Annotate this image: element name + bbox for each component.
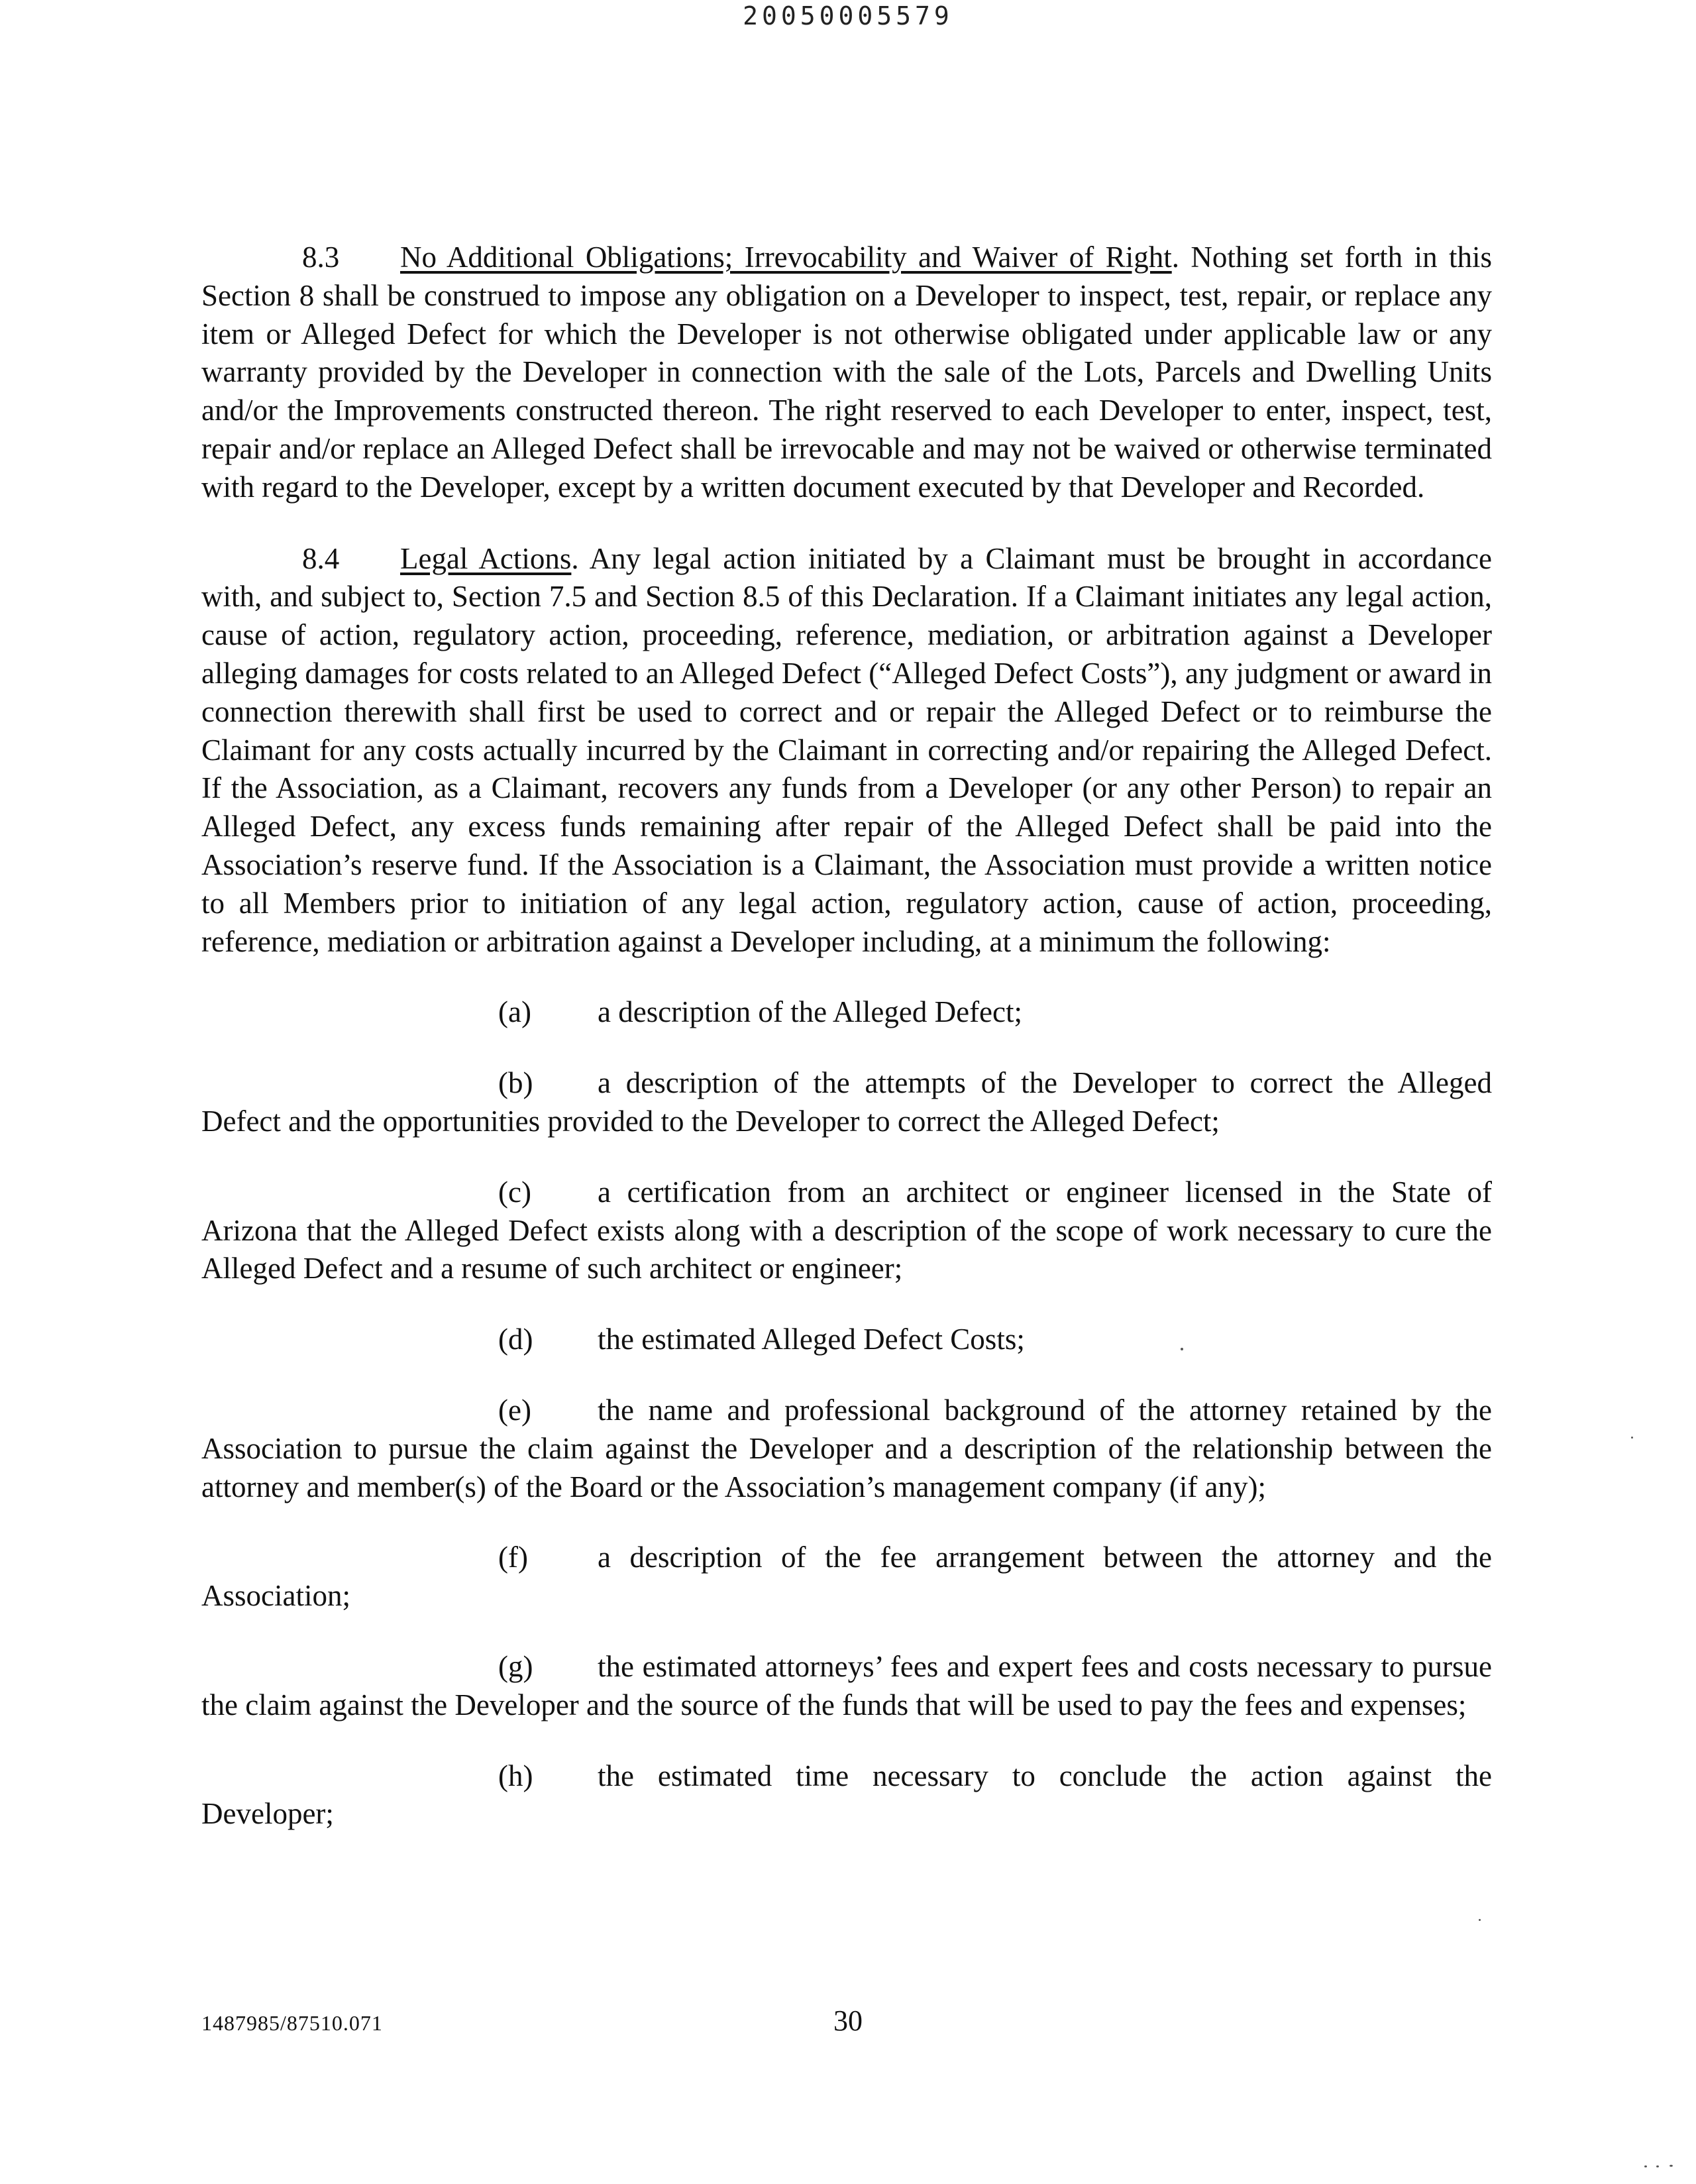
scan-speck (1631, 1437, 1633, 1439)
list-item (201, 1064, 1492, 1141)
scan-speck (1670, 2165, 1673, 2167)
section-number: 8.3 (302, 241, 340, 274)
item-label: (e) (498, 1393, 531, 1427)
list-item-continuation: Developer; (201, 1797, 334, 1831)
item-label: (c) (498, 1175, 531, 1209)
item-label: (g) (498, 1649, 533, 1683)
scan-speck (1656, 2165, 1659, 2167)
section-number: 8.4 (302, 541, 340, 575)
item-label: (f) (498, 1541, 528, 1574)
item-text: a description of the fee arrangement between the attorney and the (598, 1541, 1492, 1574)
document-body (201, 239, 1492, 1833)
item-text: the name and professional background of the attorney retained by the Association to pursue the claim against the Developer and a description of the relationship between the attorney and member(s) of the Board or the Association’s management company (if any); (201, 1393, 1492, 1503)
list-item (201, 1648, 1492, 1725)
section-8-3 (201, 239, 1492, 507)
scan-speck (1644, 2165, 1647, 2167)
item-text: a certification from an architect or engineer licensed in the State of Arizona that the Alleged Defect exists along with a description of the scope of work necessary to cure the Alleged Defect and a resume of such architect or engineer; (201, 1175, 1492, 1285)
scan-speck (1181, 1348, 1183, 1350)
list-item (201, 1392, 1492, 1506)
footer-document-code: 1487985/87510.071 (201, 2011, 383, 2035)
list-item (201, 1757, 1492, 1796)
item-text: a description of the Alleged Defect; (598, 995, 1023, 1029)
item-label: (a) (498, 995, 531, 1029)
section-heading: No Additional Obligations; Irrevocability and Waiver of Right (400, 241, 1172, 274)
item-label: (d) (498, 1323, 533, 1356)
item-text: the estimated time necessary to conclude the action against the (598, 1759, 1492, 1792)
item-label: (h) (498, 1759, 533, 1792)
list-item-continuation: Association; (201, 1579, 350, 1613)
scan-speck (1479, 1919, 1481, 1921)
page-number: 30 (833, 2004, 863, 2037)
document-number: 20050005579 (743, 1, 953, 30)
section-heading: Legal Actions (400, 541, 572, 575)
item-text: the estimated attorneys’ fees and expert fees and costs necessary to pursue the claim against the Developer and the source of the funds that will be used to pay the fees and expenses; (201, 1649, 1492, 1721)
item-text: a description of the attempts of the Developer to correct the Alleged Defect and the opportunities provided to the Developer to correct the Alleged Defect; (201, 1066, 1492, 1138)
section-8-4 (201, 540, 1492, 961)
list-item (201, 1539, 1492, 1577)
section-text: . Nothing set forth in this Section 8 shall be construed to impose any obligation on a Developer to inspect, test, repair, or replace any item or Alleged Defect for which the Developer is not otherwise obligated under applicable law or any warranty provided by the Developer in connection with the sale of the Lots, Parcels and Dwelling Units and/or the Improvements constructed thereon. The right reserved to each Developer to enter, inspect, test, repair and/or replace an Alleged Defect shall be irrevocable and may not be waived or otherwise terminated with regard to the Developer, except by a written document executed by that Developer and Recorded. (201, 241, 1492, 504)
item-text: the estimated Alleged Defect Costs; (598, 1323, 1025, 1356)
item-label: (b) (498, 1066, 533, 1100)
section-text: . Any legal action initiated by a Claimant must be brought in accordance with, and subject to, Section 7.5 and Section 8.5 of this Declaration. If a Claimant initiates any legal action, cause of action, regulatory action, proceeding, reference, mediation, or arbitration against a Developer alleging damages for costs related to an Alleged Defect (“Alleged Defect Costs”), any judgment or award in connection therewith shall first be used to correct and or repair the Alleged Defect or to reimburse the Claimant for any costs actually incurred by the Claimant in correcting and/or repairing the Alleged Defect. If the Association, as a Claimant, recovers any funds from a Developer (or any other Person) to repair an Alleged Defect, any excess funds remaining after repair of the Alleged Defect shall be paid into the Association’s reserve fund. If the Association is a Claimant, the Association must provide a written notice to all Members prior to initiation of any legal action, regulatory action, cause of action, proceeding, reference, mediation or arbitration against a Developer including, at a minimum the following: (201, 541, 1493, 958)
list-item (201, 1321, 1492, 1359)
list-item (201, 993, 1492, 1032)
list-item (201, 1174, 1492, 1288)
